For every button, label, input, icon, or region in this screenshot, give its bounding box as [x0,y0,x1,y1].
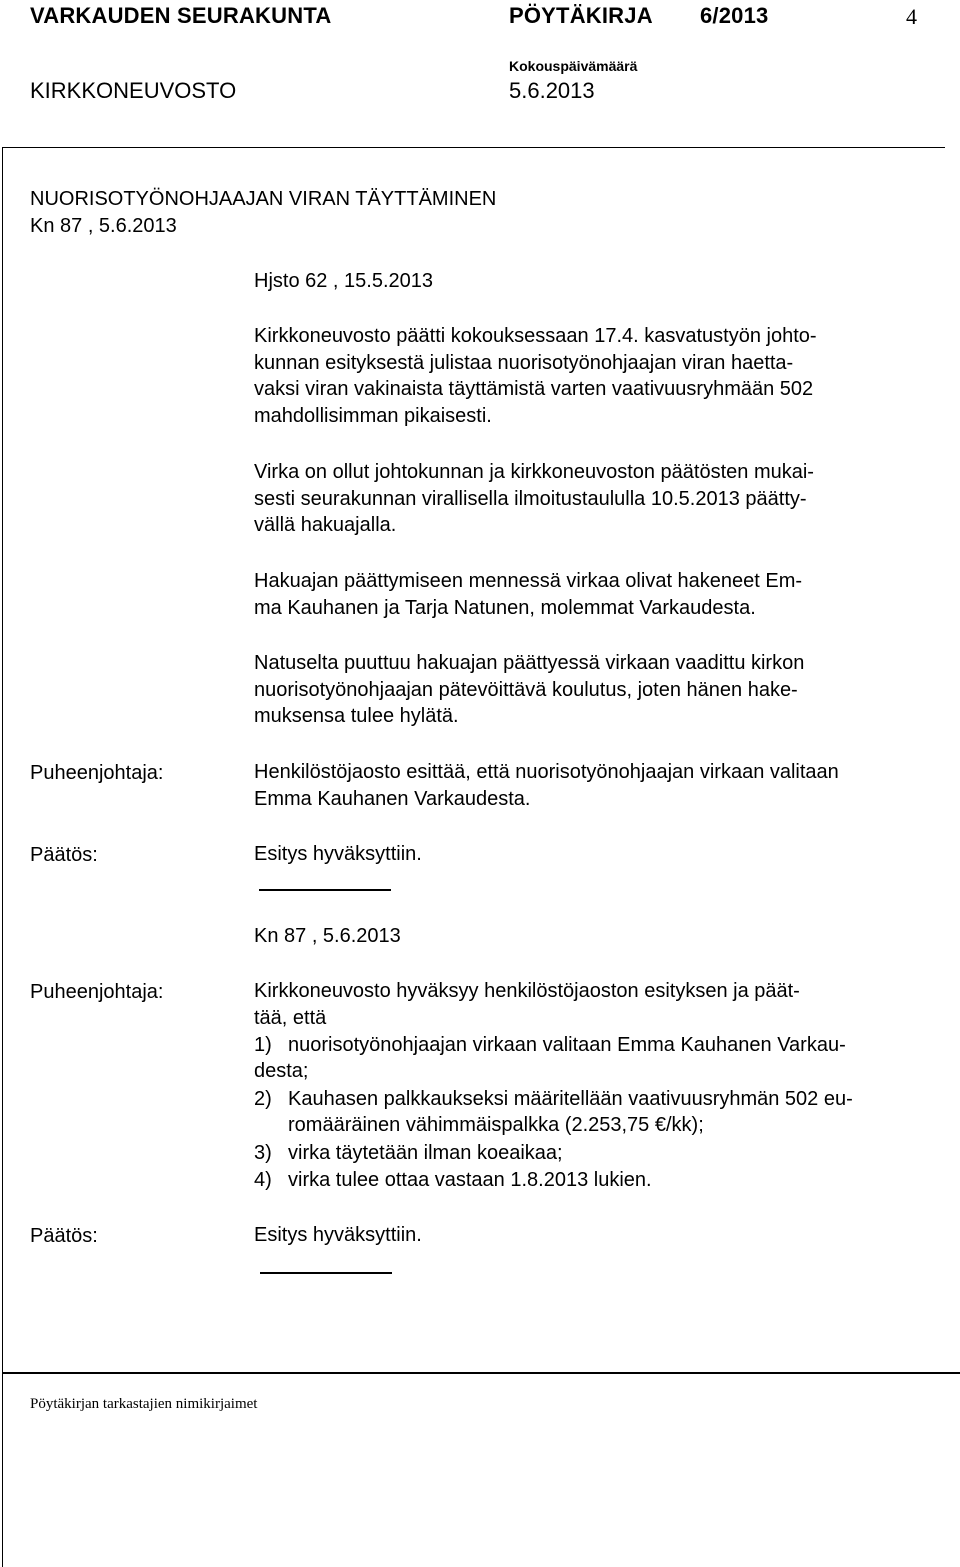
footer-rule [2,1372,960,1374]
list-item: 3) virka täytetään ilman koeaikaa; [254,1142,563,1164]
chair-proposal-1: Henkilöstöjaosto esittää, että nuorisotyönohjaajan virkaan valitaan Emma Kauhanen Varkaudesta. [254,761,839,810]
separator-rule-1 [259,889,391,891]
body-name: KIRKKONEUVOSTO [30,78,237,103]
section-reference-2: Kn 87 , 5.6.2013 [254,925,401,947]
doc-type: PÖYTÄKIRJA [509,3,653,28]
paragraph-2: Virka on ollut johtokunnan ja kirkkoneuvoston päätösten mukai- sesti seurakunnan virallisella ilmoitustaululla 10.5.2013 päätty- vällä hakuajalla. [254,461,814,536]
decision-label-1: Päätös: [30,844,98,866]
paragraph-4: Natuselta puuttuu hakuajan päättyessä virkaan vaadittu kirkon nuorisotyönohjaajan pätevöittävä koulutus, joten hänen hake- muksensa tulee hylätä. [254,652,805,727]
separator-rule-2 [260,1272,392,1274]
decision-text-1: Esitys hyväksyttiin. [254,843,422,865]
list-item-continuation: romääräinen vähimmäispalkka (2.253,75 €/kk); [288,1114,704,1136]
prior-reference: Hjsto 62 , 15.5.2013 [254,270,434,292]
section-reference: Kn 87 , 5.6.2013 [30,215,177,237]
chair-label-2: Puheenjohtaja: [30,981,164,1003]
meeting-date: 5.6.2013 [509,78,595,103]
paragraph-3: Hakuajan päättymiseen mennessä virkaa olivat hakeneet Em- ma Kauhanen ja Tarja Natunen, molemmat Varkaudesta. [254,570,803,619]
chair-proposal-2: Kirkkoneuvosto hyväksyy henkilöstöjaoston esityksen ja päät- tää, että [254,980,800,1029]
page-number: 4 [906,4,917,29]
date-label: Kokouspäivämäärä [509,58,638,74]
chair-label-1: Puheenjohtaja: [30,762,164,784]
org-name: VARKAUDEN SEURAKUNTA [30,3,332,28]
decision-text-2: Esitys hyväksyttiin. [254,1224,422,1246]
list-item: 4) virka tulee ottaa vastaan 1.8.2013 lukien. [254,1169,652,1191]
section-title: NUORISOTYÖNOHJAAJAN VIRAN TÄYTTÄMINEN [30,188,497,210]
list-item-continuation: desta; [254,1060,309,1082]
paragraph-1: Kirkkoneuvosto päätti kokouksessaan 17.4. kasvatustyön johto- kunnan esityksestä julistaa nuorisotyönohjaajan viran haetta- vaksi viran vakinaista täyttämistä varten vaativuusryhmään 502 mahdollisimman pikaisesti. [254,325,817,427]
doc-number: 6/2013 [700,3,769,28]
list-item: 1) nuorisotyönohjaajan virkaan valitaan Emma Kauhanen Varkau- [254,1034,846,1056]
decision-label-2: Päätös: [30,1225,98,1247]
list-item: 2) Kauhasen palkkaukseksi määritellään vaativuusryhmän 502 eu- [254,1088,853,1110]
signatures-label: Pöytäkirjan tarkastajien nimikirjaimet [30,1396,258,1412]
